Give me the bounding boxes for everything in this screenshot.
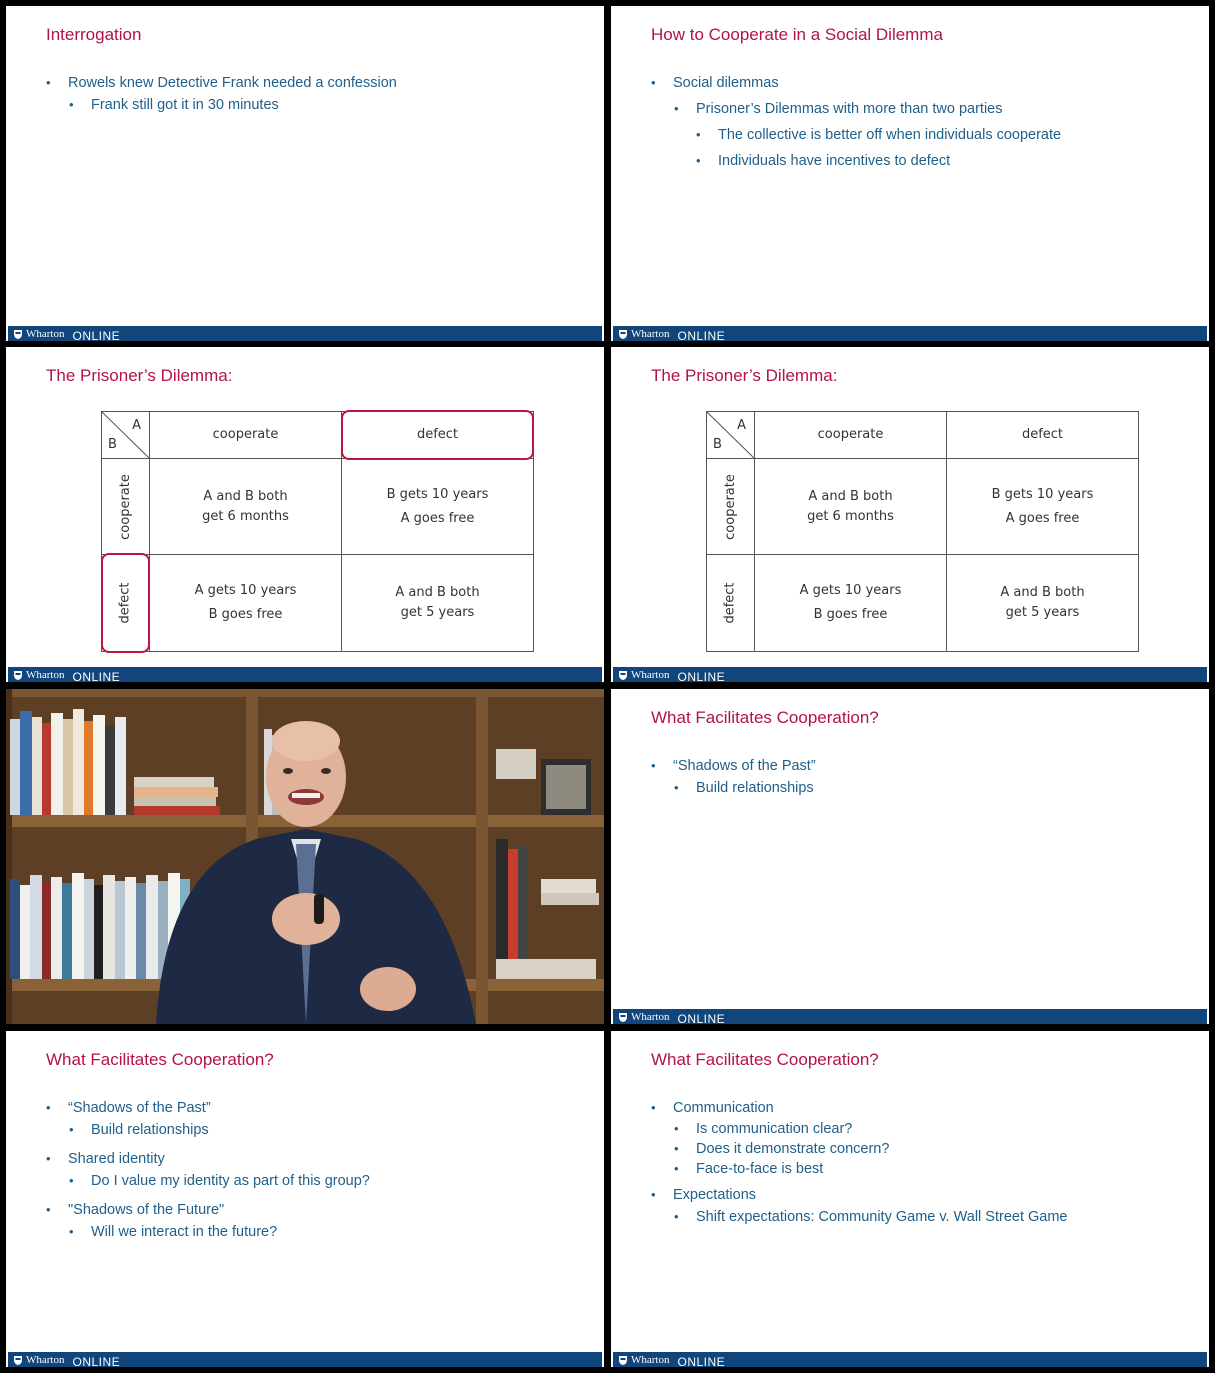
bullet-item: • Is communication clear? [696, 1119, 1189, 1139]
brand-suffix: ONLINE [677, 328, 726, 341]
matrix-corner [706, 411, 755, 459]
bullet-item: • Build relationships [696, 777, 1189, 799]
bullet-item: • The collective is better off when individuals cooperate [718, 124, 1189, 146]
slide-title: What Facilitates Cooperation? [46, 1050, 274, 1069]
slide-prisoners-dilemma [611, 347, 1209, 682]
row-header-cooperate: cooperate [101, 458, 150, 555]
brand-name: Wharton [631, 668, 670, 681]
wharton-crest-icon [618, 1355, 628, 1365]
brand-suffix: ONLINE [677, 1011, 726, 1024]
bullet-item: • “Shadows of the Past” [68, 1097, 584, 1119]
bullet-item: • Rowels knew Detective Frank needed a confession [68, 72, 584, 94]
wharton-crest-icon [13, 329, 23, 339]
matrix-corner [101, 411, 150, 459]
col-header-cooperate: cooperate [149, 411, 342, 459]
wharton-crest-icon [618, 1012, 628, 1022]
footer-bar [613, 1009, 1207, 1024]
player-b-label: B [713, 437, 722, 452]
brand-suffix: ONLINE [72, 328, 121, 341]
slide-title: How to Cooperate in a Social Dilemma [651, 25, 943, 44]
player-a-label: A [132, 418, 141, 433]
wharton-crest-icon [13, 1355, 23, 1365]
footer-bar [613, 667, 1207, 682]
footer-bar [8, 667, 602, 682]
payoff-cooperate-defect: B gets 10 years A goes free [341, 458, 534, 555]
brand-name: Wharton [26, 327, 65, 340]
payoff-cooperate-cooperate: A and B both get 6 months [149, 458, 342, 555]
footer-bar [8, 326, 602, 341]
bullet-item: • Shared identity [68, 1148, 584, 1170]
payoff-matrix [101, 411, 534, 652]
bullet-item: • Face-to-face is best [696, 1159, 1189, 1179]
brand-suffix: ONLINE [72, 1354, 121, 1367]
payoff-defect-cooperate: A gets 10 years B goes free [754, 554, 947, 652]
bullet-list [46, 1097, 584, 1243]
brand-suffix: ONLINE [677, 669, 726, 682]
brand-name: Wharton [631, 1353, 670, 1366]
bullet-list [651, 1097, 1189, 1228]
player-b-label: B [108, 437, 117, 452]
footer-bar [613, 1352, 1207, 1367]
brand-name: Wharton [26, 1353, 65, 1366]
wharton-crest-icon [618, 670, 628, 680]
row-header-cooperate: cooperate [706, 458, 755, 555]
slide-prisoners-dilemma-highlighted [6, 347, 604, 682]
brand-suffix: ONLINE [72, 669, 121, 682]
col-header-defect: defect [946, 411, 1139, 459]
slide-interrogation [6, 6, 604, 341]
payoff-cooperate-defect: B gets 10 years A goes free [946, 458, 1139, 555]
bullet-list [46, 72, 584, 116]
slide-facilitates-cooperation-1 [611, 689, 1209, 1024]
wharton-crest-icon [618, 329, 628, 339]
payoff-defect-cooperate: A gets 10 years B goes free [149, 554, 342, 652]
bullet-item: • "Shadows of the Future" [68, 1199, 584, 1221]
bullet-item: • Communication [673, 1097, 1189, 1119]
slide-facilitates-cooperation-3 [611, 1031, 1209, 1367]
slide-title: The Prisoner’s Dilemma: [46, 366, 233, 385]
payoff-cooperate-cooperate: A and B both get 6 months [754, 458, 947, 555]
row-header-defect: defect [706, 554, 755, 652]
slide-social-dilemma [611, 6, 1209, 341]
slide-title: The Prisoner’s Dilemma: [651, 366, 838, 385]
footer-bar [613, 326, 1207, 341]
row-header-defect: defect [101, 554, 150, 652]
payoff-defect-defect: A and B both get 5 years [946, 554, 1139, 652]
slide-title: What Facilitates Cooperation? [651, 1050, 879, 1069]
bullet-item: • Does it demonstrate concern? [696, 1139, 1189, 1159]
bullet-list [651, 72, 1189, 172]
player-a-label: A [737, 418, 746, 433]
video-frame-presenter [6, 689, 604, 1024]
bullet-item: • Shift expectations: Community Game v. Wall Street Game [696, 1206, 1189, 1228]
bullet-item: • Expectations [673, 1184, 1189, 1206]
bullet-item: • Individuals have incentives to defect [718, 150, 1189, 172]
presenter-bookshelf-image [6, 689, 604, 1024]
bullet-item: • Do I value my identity as part of this group? [91, 1170, 584, 1192]
col-header-defect: defect [341, 411, 534, 459]
brand-name: Wharton [631, 1010, 670, 1023]
wharton-crest-icon [13, 670, 23, 680]
bullet-item: • “Shadows of the Past” [673, 755, 1189, 777]
bullet-item: • Frank still got it in 30 minutes [91, 94, 584, 116]
slide-title: What Facilitates Cooperation? [651, 708, 879, 727]
slide-facilitates-cooperation-2 [6, 1031, 604, 1367]
bullet-item: • Will we interact in the future? [91, 1221, 584, 1243]
bullet-item: • Prisoner’s Dilemmas with more than two parties [696, 98, 1189, 120]
bullet-item: • Build relationships [91, 1119, 584, 1141]
col-header-cooperate: cooperate [754, 411, 947, 459]
footer-bar [8, 1352, 602, 1367]
slide-title: Interrogation [46, 25, 142, 44]
brand-name: Wharton [631, 327, 670, 340]
brand-name: Wharton [26, 668, 65, 681]
bullet-item: • Social dilemmas [673, 72, 1189, 94]
bullet-list [651, 755, 1189, 799]
payoff-matrix [706, 411, 1139, 652]
payoff-defect-defect: A and B both get 5 years [341, 554, 534, 652]
brand-suffix: ONLINE [677, 1354, 726, 1367]
